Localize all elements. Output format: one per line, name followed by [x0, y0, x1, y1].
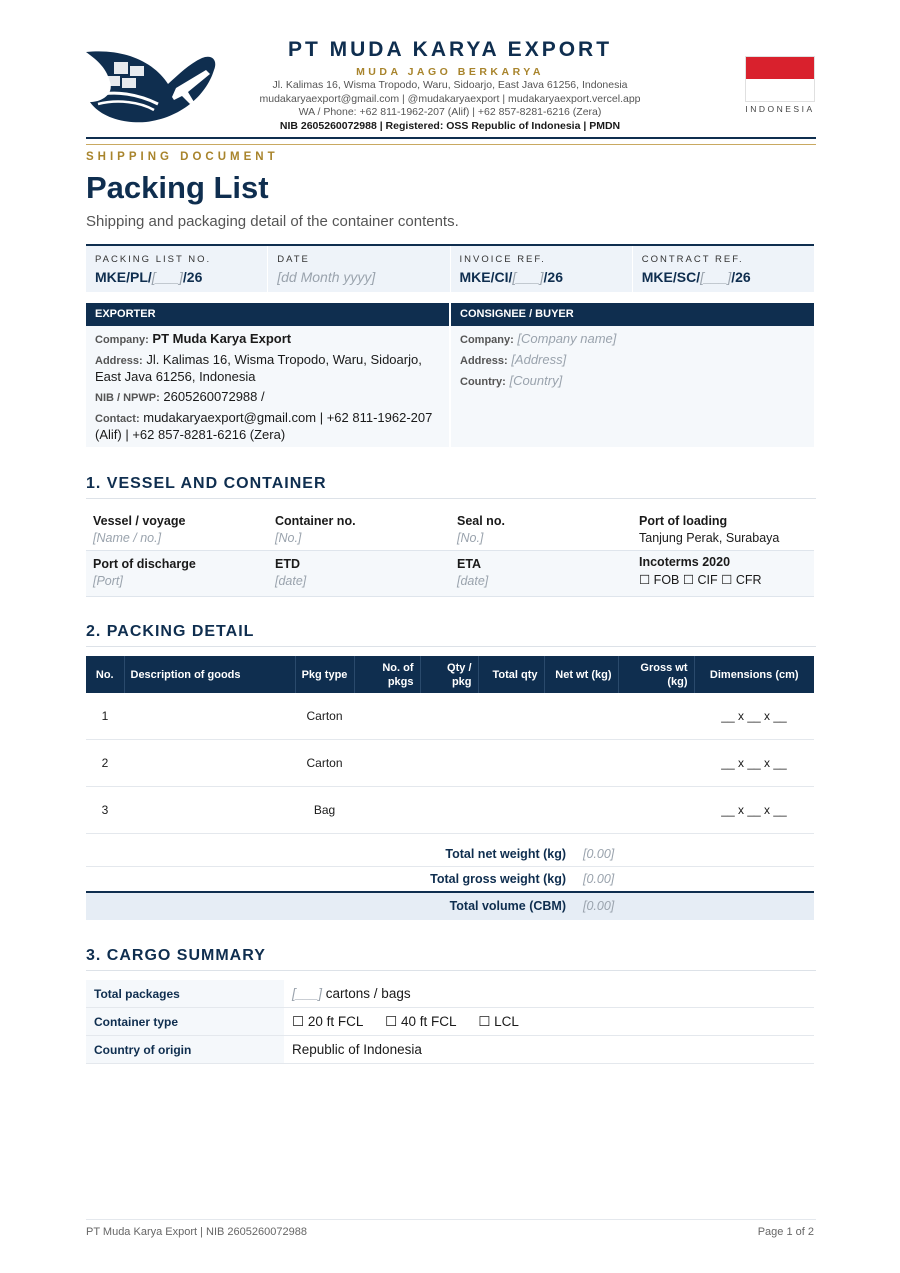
cell-gross-wt[interactable] — [618, 693, 694, 740]
field-value[interactable]: [Name / no.] — [93, 531, 162, 545]
cargo-row-container-type — [86, 1008, 814, 1036]
vessel-cell — [450, 508, 632, 550]
cell-no: 2 — [86, 740, 124, 787]
total-label: Total gross weight (kg) — [430, 872, 566, 886]
consignee-panel — [451, 303, 814, 447]
field-value[interactable]: [No.] — [457, 531, 484, 545]
company-label: Company: — [460, 334, 514, 346]
cell-pkg-type: Carton — [295, 740, 354, 787]
cell-description[interactable] — [124, 693, 295, 740]
cell-net-wt[interactable] — [544, 693, 618, 740]
cell-qty-pkg[interactable] — [420, 787, 478, 834]
cell-qty-pkg[interactable] — [420, 693, 478, 740]
section-cargo-title: 3. CARGO SUMMARY — [86, 947, 266, 964]
company-tagline: MUDA JAGO BERKARYA — [356, 66, 544, 78]
checkbox-20ft-fcl[interactable]: ☐ 20 ft FCL — [292, 1013, 364, 1029]
col-description: Description of goods — [124, 656, 295, 693]
ref-date — [268, 246, 450, 292]
total-label: Total volume (CBM) — [449, 899, 566, 913]
cell-no-of-pkgs[interactable] — [354, 787, 420, 834]
total-label: Total net weight (kg) — [445, 847, 566, 861]
ref-invoice — [451, 246, 633, 292]
cargo-label: Total packages — [86, 980, 284, 1008]
ref-label: PACKING LIST NO. — [95, 254, 212, 265]
header-divider-accent — [86, 144, 816, 145]
exporter-contact: mudakaryaexport@gmail.com | +62 811-1962-207 (Alif) | +62 857-8281-6216 (Zera) — [95, 410, 433, 442]
field-value: Tanjung Perak, Surabaya — [639, 531, 780, 545]
checkbox-lcl[interactable]: ☐ LCL — [478, 1013, 519, 1029]
checkbox-40ft-fcl[interactable]: ☐ 40 ft FCL — [385, 1013, 457, 1029]
totals-block — [86, 842, 814, 920]
consignee-company-field[interactable]: [Company name] — [517, 331, 617, 346]
total-gross-weight-field[interactable]: [0.00] — [583, 872, 615, 886]
section-vessel-title: 1. VESSEL AND CONTAINER — [86, 475, 327, 492]
cargo-row-origin — [86, 1036, 814, 1064]
total-gross-weight-row — [86, 867, 814, 893]
field-value[interactable]: [No.] — [275, 531, 302, 545]
cell-pkg-type: Carton — [295, 693, 354, 740]
cell-pkg-type: Bag — [295, 787, 354, 834]
company-registration: NIB 2605260072988 | Registered: OSS Republic of Indonesia | PMDN — [279, 120, 621, 132]
table-row — [86, 740, 814, 787]
total-net-weight-row — [86, 842, 814, 867]
exporter-panel — [86, 303, 449, 447]
col-total-qty: Total qty — [478, 656, 544, 693]
vessel-cell — [632, 508, 814, 550]
vessel-grid — [86, 508, 814, 597]
document-subtitle: Shipping and packaging detail of the container contents. — [86, 213, 459, 230]
reference-strip — [86, 244, 814, 292]
consignee-heading: CONSIGNEE / BUYER — [451, 303, 814, 326]
cell-description[interactable] — [124, 787, 295, 834]
document-title: Packing List — [86, 170, 269, 205]
company-contacts: mudakaryaexport@gmail.com | @mudakaryaexport | mudakaryaexport.vercel.app — [259, 93, 641, 105]
table-row — [86, 693, 814, 740]
col-gross-wt: Gross wt (kg) — [618, 656, 694, 693]
field-value[interactable]: [date] — [457, 574, 489, 588]
ref-label: CONTRACT REF. — [641, 254, 744, 265]
consignee-country-field[interactable]: [Country] — [509, 373, 563, 388]
field-label: Port of loading — [639, 514, 728, 528]
cell-net-wt[interactable] — [544, 740, 618, 787]
ref-value[interactable]: MKE/SC/[___]/26 — [641, 269, 751, 285]
col-qty-pkg: Qty / pkg — [420, 656, 478, 693]
cargo-label: Country of origin — [86, 1036, 284, 1064]
section-divider — [86, 498, 816, 499]
footer-divider — [86, 1219, 816, 1220]
cell-net-wt[interactable] — [544, 787, 618, 834]
consignee-address-field[interactable]: [Address] — [511, 352, 567, 367]
cell-no: 3 — [86, 787, 124, 834]
total-packages-field[interactable]: [___] cartons / bags — [284, 980, 814, 1008]
cell-no-of-pkgs[interactable] — [354, 693, 420, 740]
field-value[interactable]: [Port] — [93, 574, 123, 588]
vessel-cell — [450, 551, 632, 596]
page-number: Page 1 of 2 — [757, 1226, 814, 1238]
total-volume-row — [86, 893, 814, 920]
vessel-cell — [86, 508, 268, 550]
total-net-weight-field[interactable]: [0.00] — [583, 847, 615, 861]
col-net-wt: Net wt (kg) — [544, 656, 618, 693]
ref-label: DATE — [277, 254, 310, 265]
ref-value[interactable]: MKE/PL/[___]/26 — [95, 269, 203, 285]
field-label: ETA — [457, 557, 482, 571]
vessel-cell — [268, 551, 450, 596]
company-name: PT MUDA KARYA EXPORT — [287, 38, 613, 61]
company-phones: WA / Phone: +62 811-1962-207 (Alif) | +62 857-8281-6216 (Zera) — [298, 106, 602, 118]
cell-dimensions[interactable]: __ x __ x __ — [694, 693, 814, 740]
cargo-row-total-packages — [86, 980, 814, 1008]
total-volume-field[interactable]: [0.00] — [583, 899, 615, 913]
field-label: ETD — [275, 557, 300, 571]
field-label: Vessel / voyage — [93, 514, 186, 528]
flag-label: INDONESIA — [745, 104, 815, 114]
exporter-address: Jl. Kalimas 16, Wisma Tropodo, Waru, Sidoarjo, East Java 61256, Indonesia — [95, 352, 422, 384]
exporter-heading: EXPORTER — [86, 303, 449, 326]
address-label: Address: — [460, 355, 508, 367]
company-label: Company: — [95, 334, 149, 346]
cell-gross-wt[interactable] — [618, 787, 694, 834]
cell-description[interactable] — [124, 740, 295, 787]
vessel-cell — [632, 551, 814, 596]
vessel-cell — [268, 508, 450, 550]
cell-gross-wt[interactable] — [618, 740, 694, 787]
nib-label: NIB / NPWP: — [95, 392, 160, 404]
exporter-company: PT Muda Karya Export — [152, 331, 292, 346]
country-label: Country: — [460, 376, 506, 388]
cell-no-of-pkgs[interactable] — [354, 740, 420, 787]
contact-label: Contact: — [95, 413, 140, 425]
col-no: No. — [86, 656, 124, 693]
table-header-row — [86, 656, 814, 693]
cargo-summary-table — [86, 980, 814, 1064]
col-dimensions: Dimensions (cm) — [694, 656, 814, 693]
company-address: Jl. Kalimas 16, Wisma Tropodo, Waru, Sidoarjo, East Java 61256, Indonesia — [272, 79, 628, 91]
exporter-nib: 2605260072988 / — [163, 389, 265, 404]
field-label: Incoterms 2020 — [639, 555, 731, 569]
cell-dimensions[interactable]: __ x __ x __ — [694, 787, 814, 834]
col-pkg-type: Pkg type — [295, 656, 354, 693]
ref-value[interactable]: [dd Month yyyy] — [277, 269, 376, 285]
field-label: Seal no. — [457, 514, 505, 528]
footer-company: PT Muda Karya Export | NIB 2605260072988 — [86, 1226, 307, 1238]
country-of-origin: Republic of Indonesia — [284, 1036, 814, 1064]
vessel-row — [86, 551, 814, 597]
cell-total-qty[interactable] — [478, 787, 544, 834]
ref-label: INVOICE REF. — [459, 254, 546, 265]
cell-total-qty[interactable] — [478, 693, 544, 740]
cell-total-qty[interactable] — [478, 740, 544, 787]
ref-packing-list-no — [86, 246, 268, 292]
field-label: Container no. — [275, 514, 356, 528]
cell-dimensions[interactable]: __ x __ x __ — [694, 740, 814, 787]
vessel-row — [86, 508, 814, 551]
field-value[interactable]: [date] — [275, 574, 307, 588]
field-label: Port of discharge — [93, 557, 196, 571]
section-divider — [86, 970, 816, 971]
header-divider — [86, 137, 816, 139]
company-logo — [84, 44, 218, 124]
ref-value[interactable]: MKE/CI/[___]/26 — [459, 269, 563, 285]
cargo-label: Container type — [86, 1008, 284, 1036]
section-packing-title: 2. PACKING DETAIL — [86, 623, 255, 640]
vessel-cell — [86, 551, 268, 596]
packing-table — [86, 656, 814, 834]
cell-qty-pkg[interactable] — [420, 740, 478, 787]
indonesia-flag-icon — [745, 56, 815, 102]
col-no-of-pkgs: No. of pkgs — [354, 656, 420, 693]
cell-no: 1 — [86, 693, 124, 740]
incoterms-checkboxes[interactable]: ☐ FOB ☐ CIF ☐ CFR — [639, 573, 762, 587]
ref-contract — [633, 246, 814, 292]
document-kicker: SHIPPING DOCUMENT — [86, 151, 279, 163]
table-row — [86, 787, 814, 834]
address-label: Address: — [95, 355, 143, 367]
section-divider — [86, 646, 816, 647]
